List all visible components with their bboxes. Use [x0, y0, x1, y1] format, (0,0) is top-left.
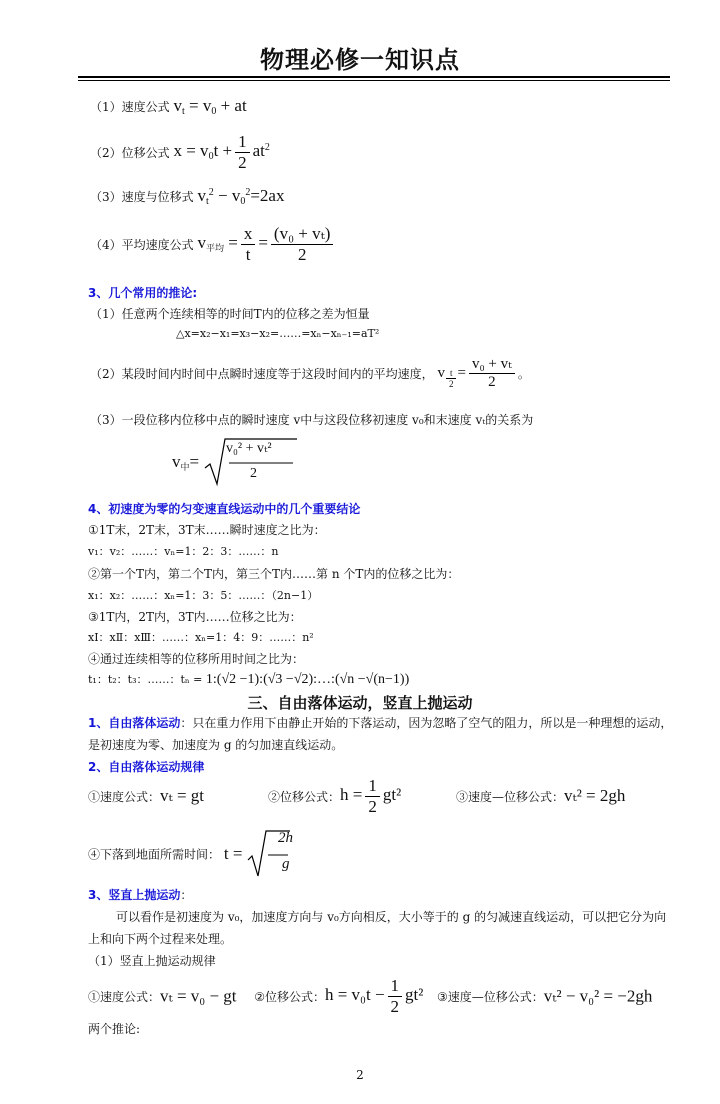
free-fall-time: ④下落到地面所需时间： t = 2h g	[88, 828, 292, 880]
conclusion-line: ②第一个T内，第二个T内，第三个T内……第 n 个T内的位移之比为：	[88, 567, 460, 581]
formula-math: $v_t^2 - v_0^2=2ax$	[197, 186, 285, 207]
part-heading: 三、自由落体运动，竖直上抛运动	[247, 694, 473, 712]
paragraph: （1）任意两个连续相等的时间T内的位移之差为恒量	[90, 307, 370, 321]
paragraph: 两个推论:	[88, 1022, 141, 1036]
frac-numerator: 2h	[278, 830, 293, 846]
section-heading: 3、几个常用的推论:	[88, 286, 198, 300]
paragraph-midpoint-time: （2）某段时间内时间中点瞬时速度等于这段时间内的平均速度， v $\frac{t}{2}$ = $\frac{\text{v₀ + vₜ}}{2}$ 。	[90, 356, 530, 391]
formula-math: $v_t = v_0$ + at	[173, 96, 247, 117]
vertical-throw-formulas: ①速度公式：vₜ = v₀ − gt ②位移公式：h = v₀t − $\frac{1}{2}$ gt² ③速度—位移公式：vₜ² − v₀² = −2gh	[88, 976, 653, 1016]
formula-label: （1）速度公式	[90, 100, 170, 114]
title-rule-thin	[78, 80, 670, 81]
formula-math: $v_{平均}$ = $\frac{x}{t}$ = $\frac{\text{(v₀ + vₜ)}}{2}$	[197, 233, 336, 252]
conclusion-line: ①1T末，2T末，3T末……瞬时速度之比为：	[88, 523, 326, 537]
conclusion-line: xⅠ：xⅡ：xⅢ：……：xₙ=1：4：9：……：n²	[88, 631, 314, 644]
page-number: 2	[356, 1068, 364, 1082]
conclusion-line-time-ratio: t₁：t₂：t₃：……：tₙ = 1:(√2 −1):(√3 −√2):…:(√n −√(n−1))	[88, 672, 410, 687]
formula-velocity	[90, 96, 247, 117]
frac-denominator: g	[282, 856, 290, 872]
formula-label: （4）平均速度公式	[90, 237, 194, 252]
vertical-throw-text: 可以看作是初速度为 v₀，加速度方向与 v₀方向相反，大小等于的 g 的匀减速直线运动，可以把它分为向上和向下两个过程来处理。	[88, 910, 667, 946]
conclusion-line: x₁：x₂：……：xₙ=1：3：5：……：（2n−1）	[88, 589, 319, 602]
formula-math: $x = v_0t$ + $\frac{1}{2}$ $at^2$	[173, 132, 270, 172]
conclusion-line: ③1T内，2T内，3T内……位移之比为：	[88, 610, 302, 624]
title-rule	[78, 76, 670, 78]
free-fall-displacement: ②位移公式：h = $\frac{1}{2}$ gt²	[268, 776, 402, 816]
section-heading: 2、自由落体运动规律	[88, 760, 205, 774]
formula-delta-x: △x=x₂−x₁=x₃−x₂=……=xₙ−xₙ₋₁=aT²	[176, 327, 380, 340]
conclusion-line: v₁：v₂：……：vₙ=1：2：3：……：n	[88, 545, 279, 558]
paragraph-midpoint-displacement: （3）一段位移内位移中点的瞬时速度 v中与这段位移初速度 v₀和末速度 vₜ的关系为	[90, 413, 534, 427]
free-fall-definition: 1、自由落体运动：只在重力作用下由静止开始的下落运动，因为忽略了空气的阻力，所以是一种理想的运动，是初速度为零、加速度为 g 的匀加速直线运动。	[88, 716, 673, 752]
formula-label: （2）位移公式	[90, 145, 170, 160]
free-fall-velocity: ①速度公式：vₜ = gt	[88, 786, 205, 805]
subheading: （1）竖直上抛运动规律	[88, 954, 216, 968]
formula-displacement	[90, 132, 270, 172]
conclusion-line: ④通过连续相等的位移所用时间之比为：	[88, 652, 305, 666]
formula-midpoint-velocity: $v_中=$ v₀² + vₜ² 2	[172, 436, 299, 488]
frac-denominator: 2	[250, 466, 257, 481]
section-heading: 4、初速度为零的匀变速直线运动中的几个重要结论	[88, 502, 361, 516]
page-title: 物理必修一知识点	[260, 46, 460, 74]
formula-label: （3）速度与位移式	[90, 190, 194, 204]
section-heading-vertical-throw: 3、竖直上抛运动：	[88, 888, 193, 902]
frac-numerator: v₀² + vₜ²	[226, 441, 272, 456]
formula-velocity-displacement	[90, 186, 284, 207]
free-fall-velocity-displacement: ③速度—位移公式：vₜ² = 2gh	[456, 786, 626, 805]
formula-average-velocity	[90, 224, 336, 264]
